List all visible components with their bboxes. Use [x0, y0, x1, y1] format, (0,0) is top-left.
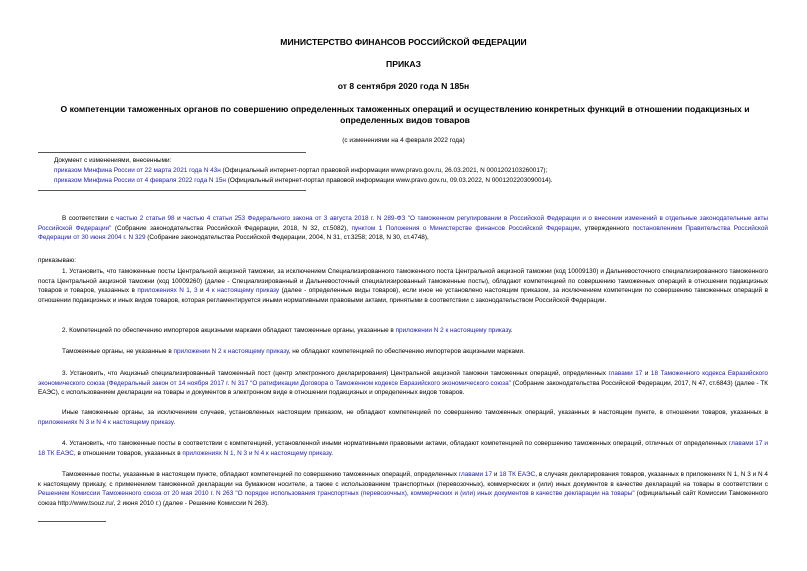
clause-1-paragraph — [38, 267, 768, 306]
appendix-link[interactable]: приложениях N 1, N 3 и N 4 к настоящему приказу — [182, 449, 332, 457]
text-span: (далее - определенные виды товаров), если иное не установлено настоящим приказом, за исключением компетенции по совершению таможенных операций в отношении подакцизных и иных видов товаров, которая регламентируется иными нормативными правовыми актами, принятыми в соответствии с законодательством Российской Федерации. — [38, 287, 768, 305]
text-span: 3. Установить, что Акцизный специализированный таможенный пост (центр электронного декларирования) Центральной акцизной таможни таможенных операций, определенных — [62, 370, 609, 377]
clause-3-note-paragraph — [38, 408, 768, 427]
text-span: . — [331, 449, 334, 457]
footnote-divider — [38, 521, 106, 522]
regulation-link[interactable]: пунктом 1 Положения о Министерстве финансов Российской Федерации — [351, 224, 580, 232]
code-link[interactable]: 18 ТК ЕАЭС — [499, 471, 536, 478]
text-span: , не обладают компетенцией по обеспечению импортеров акцизными марками. — [288, 348, 525, 355]
text-span: (Собрание законодательства Российской Федерации, 2018, N 32, ст.5082), — [111, 224, 352, 232]
change-link[interactable]: приказом Минфина России от 4 февраля 2022 года N 15н — [54, 177, 226, 184]
top-divider — [38, 152, 306, 153]
resolution-link[interactable]: постановлением Правительства Российской Федерации от 30 июня 2004 г. N 329 — [38, 224, 768, 242]
appendix-link[interactable]: приложении N 2 к настоящему приказу — [173, 348, 289, 355]
text-span: (Собрание законодательства Российской Федерации, 2017, N 47, ст.6843) (далее - ТК ЕАЭС), с использованием декларации на товары и документов в электронном виде в отношении подакцизных и определенных видов товаров. — [38, 379, 769, 397]
law-link[interactable]: частью 4 статьи 253 Федерального закона от 3 августа 2018 г. N 289-ФЗ "О таможенном регулировании в Российской Федерации и о внесении изменений в отдельные законодательные акты Российской Федерации" — [38, 215, 768, 232]
appendix-link[interactable]: приложениях N 1 — [137, 287, 190, 295]
text-span: В соответствии с — [62, 215, 117, 222]
change-item — [54, 166, 774, 176]
text-span: . — [510, 327, 513, 334]
text-span: и — [174, 215, 184, 222]
text-span: Таможенные органы, не указанные в — [62, 348, 174, 355]
amendment-note: (с изменениями на 4 февраля 2022 года) — [342, 137, 465, 144]
text-span: Иные таможенные органы, за исключением случаев, установленных настоящим приказом, не обладают компетенцией по совершению таможенных операций, указанных в настоящем пункте, в отношении товаров, указанных в — [62, 409, 768, 416]
change-details: (Официальный интернет-портал правовой информации www.pravo.gov.ru, 09.03.2022, N 0001202203090014). — [225, 177, 553, 184]
change-item — [54, 176, 774, 186]
code-link[interactable]: главами 17 и 18 ТК ЕАЭС — [38, 440, 768, 457]
document-title: О компетенции таможенных органов по совершению определенных таможенных операций и осуществлению конкретных функций в отношении подакцизных и определенных видов товаров — [60, 104, 750, 125]
appendix-link[interactable]: приложении N 2 к настоящему приказу — [395, 327, 511, 334]
text-span: Таможенные посты, указанные в настоящем пункте, обладают компетенцией по совершению таможенных операций, определенных — [62, 471, 459, 478]
text-span: , — [189, 287, 194, 295]
text-span: 4. Установить, что таможенные посты в соответствии с компетенцией, установленной иными нормативными правовыми актами, обладают компетенцией по совершению таможенных операций, отличных от определенных — [62, 440, 729, 447]
clause-2-note-paragraph — [38, 347, 768, 357]
text-span: и — [492, 471, 500, 478]
code-link[interactable]: главами 17 — [608, 370, 643, 377]
code-link[interactable]: главами 17 — [458, 471, 493, 478]
document-date-number: от 8 сентября 2020 года N 185н — [337, 81, 470, 91]
changes-intro: Документ с изменениями, внесенными: — [54, 157, 172, 164]
text-span: (официальный сайт Комиссии Таможенного союза http://www.tsouz.ru/, 2 июня 2010 г.) (далее - Решение Комиссии N 263). — [38, 490, 768, 508]
clause-4-note-paragraph — [38, 470, 768, 509]
text-span: , утвержденного — [579, 224, 633, 232]
clause-2-paragraph — [38, 326, 768, 336]
change-details: (Официальный интернет-портал правовой информации www.pravo.gov.ru, 26.03.2021, N 0001202103260017); — [220, 167, 548, 174]
appendix-link[interactable]: приложениях N 3 и N 4 к настоящему приказу — [38, 418, 174, 426]
text-span: , в отношении товаров, указанных в — [73, 449, 183, 457]
appendix-link[interactable]: 3 — [193, 287, 198, 295]
preamble-paragraph — [38, 214, 768, 243]
law-link[interactable]: частью 2 статьи 98 — [116, 215, 175, 222]
changes-divider — [38, 190, 306, 191]
text-span: , в случаях декларирования товаров, указанных в приложениях N 1, N 3 и N 4 к настоящему приказу, с применением таможенной декларации на бумажном носителе, а также с использованием транспортных (перевозочных), коммерческих и (или) иных документов в качестве деклараций на товары в соответствии с — [38, 471, 768, 488]
change-link[interactable]: приказом Минфина России от 22 марта 2021 года N 43н — [54, 167, 221, 174]
decision-link[interactable]: Решением Комиссии Таможенного союза от 20 мая 2010 г. N 263 "О порядке использования транспортных (перевозочных), коммерческих и (или) иных документов в качестве декларации на товары" — [38, 490, 635, 498]
ministry-heading: МИНИСТЕРСТВО ФИНАНСОВ РОССИЙСКОЙ ФЕДЕРАЦИИ — [280, 37, 527, 47]
document-kind: ПРИКАЗ — [386, 59, 421, 69]
text-span: 1. Установить, что таможенные посты Центральной акцизной таможни, за исключением Специализированного таможенного поста Центральной акцизной таможни (код 10009130) и Дальневосточного специализированного таможенного поста Центральной акцизной таможни (код 10009260) (далее - Специализированный и Дальневосточный специализированный таможенные посты), обладают компетенцией по совершению таможенных операций в отношении подакцизных товаров и товаров, указанных в — [38, 268, 768, 295]
text-span: 2. Компетенцией по обеспечению импортеров акцизными марками обладают таможенные органы, указанные в — [62, 327, 396, 334]
text-span: и — [642, 370, 651, 377]
appendix-link[interactable]: 4 к настоящему приказу — [205, 287, 280, 295]
text-span: и — [197, 287, 206, 295]
text-span: . — [173, 418, 176, 426]
clause-3-paragraph — [38, 369, 768, 398]
order-word: приказываю: — [38, 257, 76, 264]
clause-4-paragraph — [38, 439, 768, 458]
code-link[interactable]: 18 Таможенного кодекса Евразийского экономического союза (Федеральный закон от 14 ноября 2017 г. N 317 "О ратификации Договора о Таможенном кодексе Евразийского экономического союза" — [38, 370, 768, 387]
text-span: (Собрание законодательства Российской Федерации, 2004, N 31, ст.3258; 2018, N 30, ст.4748), — [145, 234, 429, 242]
